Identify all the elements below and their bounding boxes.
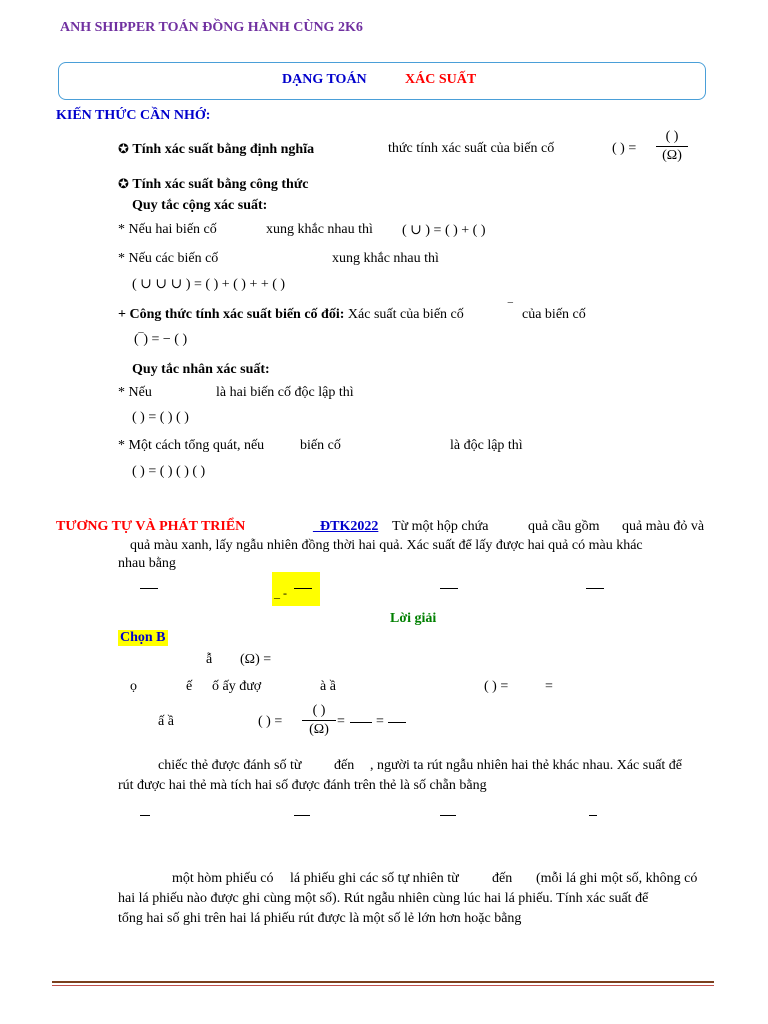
topic-label: DẠNG TOÁN — [282, 72, 367, 87]
footer-rule — [52, 981, 714, 983]
probability-fraction — [656, 129, 688, 164]
star-bullet-icon: ✪ — [118, 141, 129, 156]
complement-formula: (‾) = − ( ) — [134, 332, 188, 347]
p2-choice-c[interactable] — [440, 815, 456, 816]
complement-text: Xác suất của biến cố — [347, 307, 464, 322]
chosen-answer: Chọn B — [120, 630, 166, 645]
probability-lhs: ( ) = — [612, 141, 637, 156]
choice-b-highlight[interactable] — [272, 572, 320, 606]
page-header: ANH SHIPPER TOÁN ĐỒNG HÀNH CÙNG 2K6 — [60, 20, 363, 35]
sol2-c: ố ấy đượ — [212, 679, 262, 694]
complement-overbar: ‾ — [508, 302, 513, 317]
mul-line1-text2: là hai biến cố độc lập thì — [216, 385, 354, 400]
mul-line2-text: * Một cách tổng quát, nếu — [118, 438, 265, 453]
sol2-d: à ầ — [320, 679, 336, 694]
sol3-fraction-blank — [350, 722, 372, 723]
mul-line2-formula: ( ) = ( ) ( ) ( ) — [132, 464, 206, 479]
multiplication-rule-title: Quy tắc nhân xác suất: — [132, 362, 270, 377]
complement-text2: của biến cố — [522, 307, 586, 322]
add-line1-text: * Nếu hai biến cố — [118, 222, 217, 237]
item-definition-text: thức tính xác suất của biến cố — [388, 141, 555, 156]
footer-rule-thin — [52, 985, 714, 986]
problem3-line1b: lá phiếu ghi các số tự nhiên từ — [290, 871, 459, 886]
star-bullet-icon: ✪ — [118, 176, 129, 191]
choice-a-fraction[interactable] — [140, 588, 158, 589]
choice-b-fraction — [294, 588, 312, 589]
problem2-line1a: chiếc thẻ được đánh số từ — [158, 758, 302, 773]
problem2-line1b: đến — [334, 758, 355, 773]
sol3-b: ( ) = — [258, 714, 283, 729]
topic-name: XÁC SUẤT — [405, 72, 477, 87]
p2-choice-a[interactable] — [140, 815, 150, 816]
mul-line2-text3: là độc lập thì — [450, 438, 523, 453]
problem2-line2: rút được hai thẻ mà tích hai số được đánh trên thẻ là số chẵn bằng — [118, 778, 487, 793]
add-line1-text2: xung khắc nhau thì — [266, 222, 373, 237]
section-title: TƯƠNG TỰ VÀ PHÁT TRIỂN — [56, 519, 246, 534]
complement-line — [118, 307, 464, 323]
sol3-equals2: = — [376, 714, 384, 729]
choice-d-fraction[interactable] — [586, 588, 604, 589]
fraction-denominator: (Ω) — [309, 722, 329, 737]
sol3-fraction-blank2 — [388, 722, 406, 723]
problem1-text1: Từ một hộp chứa — [392, 519, 489, 534]
mul-line2-text2: biến cố — [300, 438, 341, 453]
choice-c-fraction[interactable] — [440, 588, 458, 589]
section-reference: _ĐTK2022 — [313, 519, 379, 534]
choice-b-mark: _ - — [274, 586, 287, 600]
sol2-b: ế — [186, 679, 193, 694]
knowledge-title: KIẾN THỨC CẦN NHỚ: — [56, 108, 211, 123]
sol3-a: ấ ầ — [158, 714, 174, 729]
sol1-sample-space: (Ω) = — [240, 652, 272, 667]
problem3-line1c: đến — [492, 871, 513, 886]
fraction-bar — [302, 720, 336, 721]
mul-line1-text: * Nếu — [118, 385, 152, 400]
fraction-numerator: ( ) — [665, 129, 679, 144]
item-definition-title: Tính xác suất bằng định nghĩa — [132, 142, 315, 157]
sol3-fraction — [302, 703, 336, 738]
mul-line1-formula: ( ) = ( ) ( ) — [132, 410, 189, 425]
sol1-a: ẫ — [206, 652, 213, 667]
fraction-bar — [656, 146, 688, 147]
addition-rule-title: Quy tắc cộng xác suất: — [132, 198, 268, 213]
add-line2-text: * Nếu các biến cố — [118, 251, 219, 266]
solution-title: Lời giải — [390, 611, 437, 626]
add-line2-text2: xung khắc nhau thì — [332, 251, 439, 266]
problem3-line1d: (mỗi lá ghi một số, không có — [536, 871, 698, 886]
topic-box — [58, 62, 706, 100]
problem3-line2: hai lá phiếu nào được ghi cùng một số). Rút ngẫu nhiên cùng lúc hai lá phiếu. Tính xác suất để — [118, 891, 649, 906]
add-line3-formula: ( ∪ ∪ ∪ ) = ( ) + ( ) + + ( ) — [132, 277, 286, 292]
item-formula-title: Tính xác suất bằng công thức — [132, 177, 309, 192]
sol2-e: ( ) = — [484, 679, 509, 694]
problem1-line2: quả màu xanh, lấy ngẫu nhiên đồng thời hai quả. Xác suất để lấy được hai quả có màu khác — [130, 538, 643, 553]
problem1-text2: quả cầu gồm — [528, 519, 600, 534]
sol2-a: ọ — [130, 679, 137, 694]
p2-choice-d[interactable] — [589, 815, 597, 816]
item-definition — [118, 141, 314, 158]
problem1-text3: quả màu đỏ và — [622, 519, 705, 534]
p2-choice-b[interactable] — [294, 815, 310, 816]
problem1-line3: nhau bằng — [118, 556, 176, 571]
sol2-f: = — [545, 679, 553, 694]
complement-title: + Công thức tính xác suất biến cố đối: — [118, 307, 345, 322]
problem3-line3: tổng hai số ghi trên hai lá phiếu rút được là một số lẻ lớn hơn hoặc bằng — [118, 911, 522, 926]
problem3-line1a: một hòm phiếu có — [172, 871, 274, 886]
fraction-denominator: (Ω) — [662, 148, 682, 163]
fraction-numerator: ( ) — [312, 703, 326, 718]
problem2-line1c: , người ta rút ngẫu nhiên hai thẻ khác nhau. Xác suất để — [370, 758, 683, 773]
add-line1-formula: ( ∪ ) = ( ) + ( ) — [402, 223, 486, 238]
sol3-equals1: = — [337, 714, 345, 729]
item-formula — [118, 176, 308, 193]
